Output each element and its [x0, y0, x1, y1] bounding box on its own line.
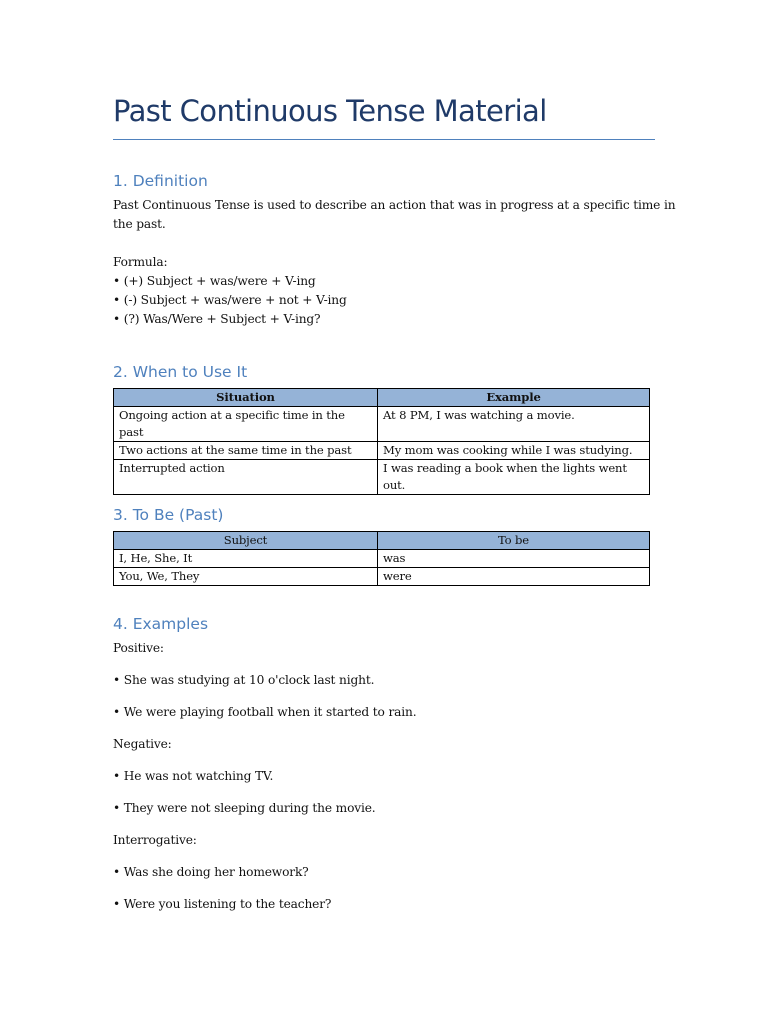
definition-line-1: Past Continuous Tense is used to describe an action that was in progress at a specific time in [113, 198, 676, 212]
subject-cell: I, He, She, It [114, 550, 378, 568]
table-header-row [114, 389, 650, 407]
section-heading-when-to-use: 2. When to Use It [113, 363, 248, 381]
positive-example: • She was studying at 10 o'clock last night. [113, 673, 375, 687]
document-title: Past Continuous Tense Material [113, 94, 547, 128]
formula-interrogative: • (?) Was/Were + Subject + V-ing? [113, 312, 321, 326]
formula-positive: • (+) Subject + was/were + V-ing [113, 274, 316, 288]
column-header-example: Example [378, 389, 650, 407]
to-be-cell: was [378, 550, 650, 568]
interrogative-example: • Were you listening to the teacher? [113, 897, 332, 911]
definition-line-2: the past. [113, 217, 166, 231]
negative-example: • They were not sleeping during the movie. [113, 801, 376, 815]
formula-label: Formula: [113, 255, 168, 269]
column-header-subject: Subject [114, 532, 378, 550]
subject-cell: You, We, They [114, 568, 378, 586]
interrogative-example: • Was she doing her homework? [113, 865, 309, 879]
formula-negative: • (-) Subject + was/were + not + V-ing [113, 293, 347, 307]
interrogative-label: Interrogative: [113, 833, 197, 847]
positive-example: • We were playing football when it started to rain. [113, 705, 417, 719]
example-cell: My mom was cooking while I was studying. [378, 442, 650, 460]
positive-label: Positive: [113, 641, 164, 655]
table-row [114, 407, 650, 442]
table-row [114, 442, 650, 460]
table-header-row [114, 532, 650, 550]
to-be-table [113, 531, 650, 586]
table-row [114, 568, 650, 586]
situation-cell: Two actions at the same time in the past [114, 442, 378, 460]
table-row [114, 550, 650, 568]
column-header-to-be: To be [378, 532, 650, 550]
section-heading-examples: 4. Examples [113, 615, 209, 633]
negative-example: • He was not watching TV. [113, 769, 274, 783]
title-underline [113, 139, 655, 140]
negative-label: Negative: [113, 737, 172, 751]
to-be-cell: were [378, 568, 650, 586]
section-heading-definition: 1. Definition [113, 172, 208, 190]
situation-cell: Interrupted action [114, 460, 378, 495]
section-heading-to-be: 3. To Be (Past) [113, 506, 224, 524]
example-cell: At 8 PM, I was watching a movie. [378, 407, 650, 442]
situation-cell: Ongoing action at a specific time in the past [114, 407, 378, 442]
example-cell: I was reading a book when the lights went out. [378, 460, 650, 495]
column-header-situation: Situation [114, 389, 378, 407]
table-row [114, 460, 650, 495]
usage-table [113, 388, 650, 495]
